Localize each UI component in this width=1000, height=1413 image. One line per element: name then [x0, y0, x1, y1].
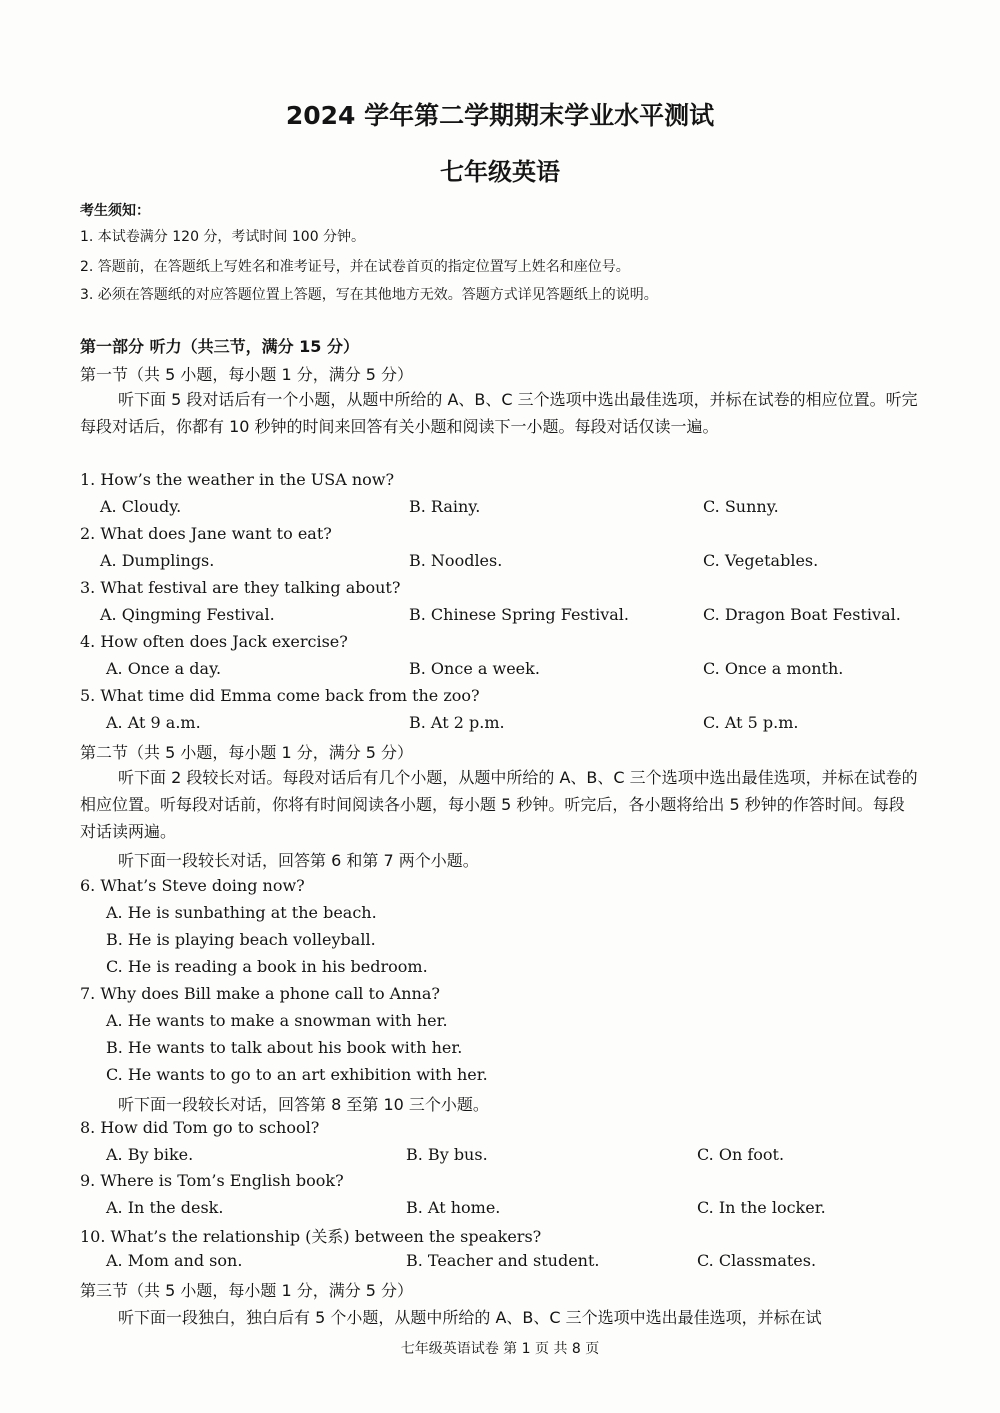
exam-title: 2024 学年第二学期期末学业水平测试 [285, 101, 715, 130]
q1-option-a: A. Cloudy. [100, 497, 182, 516]
notice-item: 1. 本试卷满分 120 分，考试时间 100 分钟。 [80, 229, 366, 245]
q7-option-a: A. He wants to make a snowman with her. [106, 1011, 448, 1030]
q9-option-a: A. In the desk. [106, 1198, 224, 1217]
q2-option-b: B. Noodles. [409, 551, 503, 570]
question-9: 9. Where is Tom’s English book? [80, 1171, 344, 1190]
q4-option-c: C. Once a month. [703, 659, 844, 678]
q3-option-a: A. Qingming Festival. [100, 605, 275, 624]
section1-instructions: 听下面 5 段对话后有一个小题，从题中所给的 A、B、C 三个选项中选出最佳选项，并标在试卷的相应位置。听完每段对话后，你都有 10 秒钟的时间来回答有关小题和阅读下一小题。每段对话仅读一遍。 [80, 390, 918, 436]
q4-option-b: B. Once a week. [409, 659, 540, 678]
question-3: 3. What festival are they talking about? [80, 578, 401, 597]
q5-option-a: A. At 9 a.m. [106, 713, 201, 732]
question-10: 10. What’s the relationship (关系) between the speakers? [80, 1227, 542, 1246]
section2-instructions: 听下面 2 段较长对话。每段对话后有几个小题，从题中所给的 A、B、C 三个选项中选出最佳选项，并标在试卷的相应位置。听每段对话前，你将有时间阅读各小题，每小题 5 秒钟。听完后，各小题将给出 5 秒钟的作答时间。每段对话读两遍。 [80, 768, 918, 841]
part1-heading: 第一部分 听力（共三节，满分 15 分） [80, 337, 359, 356]
notice-item: 2. 答题前，在答题纸上写姓名和准考证号，并在试卷首页的指定位置写上姓名和座位号。 [80, 259, 630, 275]
q1-option-c: C. Sunny. [703, 497, 779, 516]
page-footer: 七年级英语试卷 第 1 页 共 8 页 [400, 1341, 600, 1357]
q7-option-b: B. He wants to talk about his book with her. [106, 1038, 463, 1057]
section2-heading: 第二节（共 5 小题，每小题 1 分，满分 5 分） [80, 743, 414, 762]
q8-option-c: C. On foot. [697, 1145, 785, 1164]
q6-option-a: A. He is sunbathing at the beach. [106, 903, 377, 922]
q5-option-c: C. At 5 p.m. [703, 713, 799, 732]
q10-option-a: A. Mom and son. [106, 1251, 243, 1270]
question-8: 8. How did Tom go to school? [80, 1118, 320, 1137]
q4-option-a: A. Once a day. [106, 659, 222, 678]
q10-option-b: B. Teacher and student. [406, 1251, 600, 1270]
question-1: 1. How’s the weather in the USA now? [80, 470, 395, 489]
q2-option-a: A. Dumplings. [100, 551, 215, 570]
q3-option-b: B. Chinese Spring Festival. [409, 605, 629, 624]
q8-option-b: B. By bus. [406, 1145, 488, 1164]
question-2: 2. What does Jane want to eat? [80, 524, 332, 543]
question-5: 5. What time did Emma come back from the zoo? [80, 686, 480, 705]
section3-heading: 第三节（共 5 小题，每小题 1 分，满分 5 分） [80, 1281, 414, 1300]
q1-option-b: B. Rainy. [409, 497, 481, 516]
q8-option-a: A. By bike. [106, 1145, 194, 1164]
q10-option-c: C. Classmates. [697, 1251, 817, 1270]
dialog1-intro: 听下面一段较长对话，回答第 6 和第 7 两个小题。 [118, 851, 479, 870]
question-6: 6. What’s Steve doing now? [80, 876, 305, 895]
exam-subtitle: 七年级英语 [440, 158, 560, 186]
q7-option-c: C. He wants to go to an art exhibition with her. [106, 1065, 488, 1084]
question-7: 7. Why does Bill make a phone call to Anna? [80, 984, 440, 1003]
q9-option-c: C. In the locker. [697, 1198, 826, 1217]
question-4: 4. How often does Jack exercise? [80, 632, 348, 651]
section3-instructions: 听下面一段独白，独白后有 5 个小题，从题中所给的 A、B、C 三个选项中选出最佳选项，并标在试 [118, 1308, 822, 1327]
q6-option-c: C. He is reading a book in his bedroom. [106, 957, 428, 976]
q9-option-b: B. At home. [406, 1198, 501, 1217]
section1-heading: 第一节（共 5 小题，每小题 1 分，满分 5 分） [80, 365, 414, 384]
q6-option-b: B. He is playing beach volleyball. [106, 930, 376, 949]
q2-option-c: C. Vegetables. [703, 551, 819, 570]
q5-option-b: B. At 2 p.m. [409, 713, 505, 732]
q3-option-c: C. Dragon Boat Festival. [703, 605, 901, 624]
dialog2-intro: 听下面一段较长对话，回答第 8 至第 10 三个小题。 [118, 1095, 489, 1114]
notice-heading: 考生须知： [80, 203, 150, 219]
notice-item: 3. 必须在答题纸的对应答题位置上答题，写在其他地方无效。答题方式详见答题纸上的说明。 [80, 287, 658, 303]
